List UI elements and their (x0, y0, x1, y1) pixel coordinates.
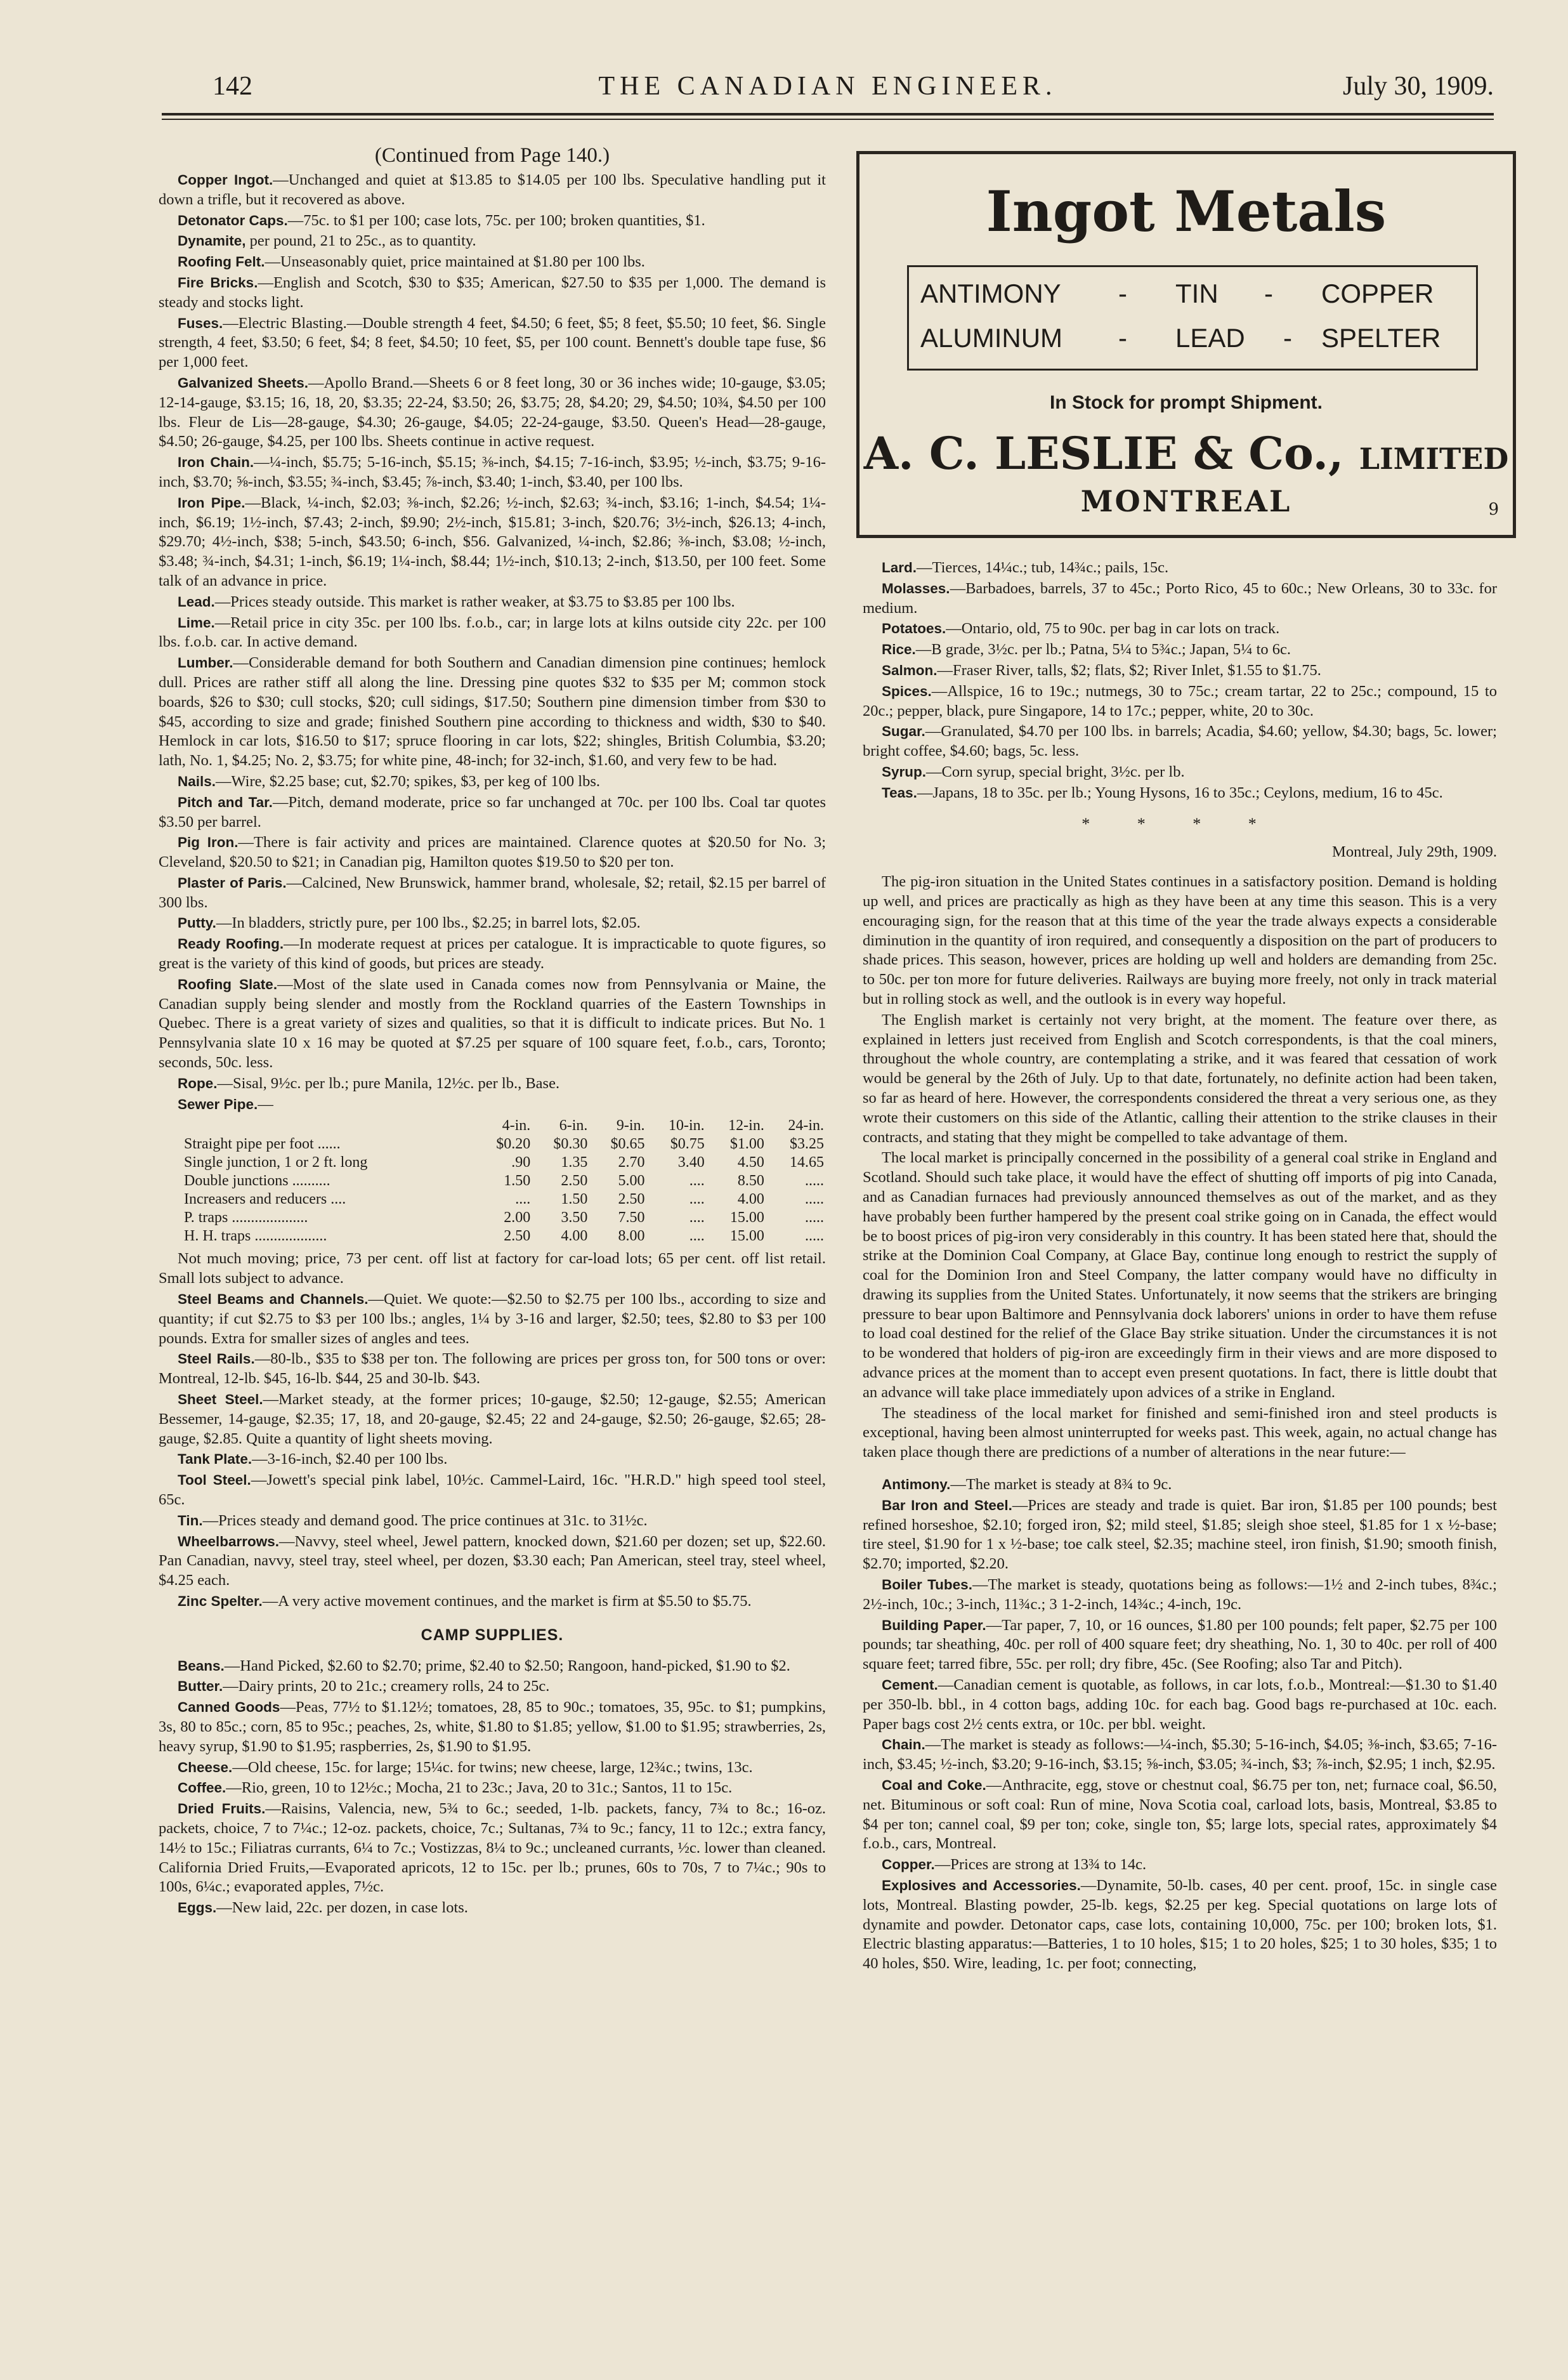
metal-name: COPPER (1321, 279, 1434, 308)
continued-note: (Continued from Page 140.) (374, 144, 610, 167)
entry-text: —Hand Picked, $2.60 to $2.70; prime, $2.40 to $2.50; Rangoon, hand-picked, $1.90 to $2. (224, 1657, 790, 1674)
entry-heading: Zinc Spelter. (178, 1593, 263, 1609)
table-cell: $0.20 (496, 1136, 531, 1153)
price-entry (159, 833, 826, 872)
entry-text: —Prices are steady and trade is quiet. Bar iron, $1.85 per 100 pounds; best refined horseshoe, $2.10; forged iron, $2; mild steel, $1.85; sleigh shoe steel, $1.85 for 1 x ½-base; tire steel, $1.90 for 1 x ½-base; toe calk steel, $2.35; machine steel, iron finish, $1.90; smooth finish, $2.70; imported, $2.20. (863, 1496, 1497, 1573)
price-entry (863, 1676, 1497, 1734)
header-rule-thin (162, 119, 1494, 120)
entry-heading: Syrup. (882, 763, 927, 780)
entry-text: —80-lb., $35 to $38 per ton. The following are prices per gross ton, for 500 tons or over: Montreal, 12-lb. $45, 16-lb. $44, 25 and 30-lb. $43. (159, 1350, 826, 1388)
price-entry (159, 614, 826, 653)
price-entry (863, 1855, 1497, 1875)
ad-number: 9 (1488, 500, 1499, 519)
entry-text: —Raisins, Valencia, new, 5¾ to 6c.; seeded, 1-lb. packets, fancy, 7¾ to 8c.; 16-oz. packets, choice, 7 to 7¼c.; 12-oz. packets, choice, 7c.; Sultanas, 7¾ to 9c.; fancy, 11 to 12c.; extra fancy, 14½ to 15c.; Filiatras currants, 6¼ to 7c.; Vostizzas, 8¼ to 9c.; uncleaned currants, ½c. lower than cleaned. California Dried Fruits,—Evaporated apricots, 12 to 15c. per lb.; prunes, 60s to 70s, 7 to 7¼c.; 90s to 100s, 6¼c.; evaporated apples, 7½c. (159, 1800, 826, 1896)
table-cell: .... (689, 1209, 705, 1226)
table-cell: 8.00 (618, 1228, 645, 1245)
price-entry (159, 1074, 826, 1094)
entry-heading: Roofing Felt. (178, 254, 265, 270)
entry-text: —B grade, 3½c. per lb.; Patna, 5¼ to 5¾c.; Japan, 5¼ to 6c. (915, 641, 1291, 659)
entry-text: —Rio, green, 10 to 12½c.; Mocha, 21 to 23c.; Java, 20 to 31c.; Santos, 11 to 15c. (226, 1779, 733, 1797)
entry-text: —Prices steady outside. This market is rather weaker, at $3.75 to $3.85 per 100 lbs. (214, 593, 735, 610)
section-separator: * * * * (1081, 814, 1278, 833)
journal-title: THE CANADIAN ENGINEER. (598, 72, 1057, 101)
table-cell: 2.50 (618, 1191, 645, 1208)
entry-text: —Unseasonably quiet, price maintained at $1.80 per 100 lbs. (265, 253, 645, 271)
price-entry (159, 874, 826, 913)
table-cell: 2.70 (618, 1154, 645, 1171)
entry-text: per pound, 21 to 25c., as to quantity. (245, 232, 476, 250)
price-entry (863, 1776, 1497, 1854)
price-entry (159, 211, 826, 231)
entry-heading: Bar Iron and Steel. (882, 1497, 1012, 1513)
ingot-metals-advertisement (856, 151, 1516, 538)
metal-name: ALUMINUM (920, 323, 1063, 353)
report-paragraph: The steadiness of the local market for finished and semi-finished iron and steel products is exceptional, having been almost uninterrupted for weeks past. This week, again, no actual change has taken place though there are predictions of a number of alterations in the near future:— (863, 1404, 1497, 1461)
price-entry (159, 772, 826, 792)
entry-text: —Japans, 18 to 35c. per lb.; Young Hysons, 16 to 35c.; Ceylons, medium, 16 to 45c. (917, 784, 1443, 801)
entry-text: —Old cheese, 15c. for large; 15¼c. for twins; new cheese, large, 12¾c.; twins, 13c. (232, 1758, 753, 1776)
table-cell: 1.50 (561, 1191, 588, 1208)
entry-text: —Considerable demand for both Southern and Canadian dimension pine continues; hemlock dull. Prices are rather stiff all along the line. Dressing pine quotes $32 to $35 per M; common stock boards, $26 to $30; cull stocks, $20; cull sidings, $17.50; Southern pine dimension timber from $30 to $45, according to size and grade; finished Southern pine according to thickness and width, $30 to $40. Hemlock in car lots, $16.50 to $17; spruce flooring in car lots, $22; shingles, British Columbia, $3.20; lath, No. 1, $4.25; No. 2, $3.75; for white pine, 48-inch; for 32-inch, $1.60, and very few to be had. (159, 654, 826, 770)
camp-supplies-entries-continued (863, 558, 1497, 803)
price-entry (159, 975, 826, 1073)
dateline: Montreal, July 29th, 1909. (1332, 843, 1497, 861)
entry-heading: Lumber. (178, 655, 233, 671)
metal-name: TIN (1175, 279, 1218, 308)
price-entry (159, 1511, 826, 1531)
entry-heading: Explosives and Accessories. (882, 1877, 1081, 1893)
column-header: 9-in. (616, 1117, 645, 1134)
entry-text: —Prices steady and demand good. The price continues at 31c. to 31½c. (202, 1511, 648, 1529)
ad-firm-name (859, 427, 1513, 480)
price-entry (159, 593, 826, 612)
entry-text: —Canadian cement is quotable, as follows, in car lots, f.o.b., Montreal:—$1.30 to $1.40 per 350-lb. bbl., in 4 cotton bags, adding 10c. for each bag. Good bags re-purchased at 10c. each. Paper bags cost 2½ cents extra, or 10c. per bbl. weight. (863, 1676, 1497, 1733)
price-entry (863, 661, 1497, 681)
entry-heading: Tin. (178, 1512, 203, 1529)
price-entry (863, 1876, 1497, 1974)
column-header: 24-in. (788, 1117, 824, 1134)
price-entry (159, 1657, 826, 1676)
montreal-market-entries (863, 1475, 1497, 1974)
entry-text: —Market steady, at the former prices; 10-gauge, $2.50; 12-gauge, $2.55; American Bessemer, 14-gauge, $2.35; 17, 18, and 20-gauge, $2.45; 22 and 24-gauge, $2.50; 26-gauge, $2.65; 28-gauge, $2.85. Quite a quantity of light sheets moving. (159, 1391, 826, 1447)
entry-heading: Coal and Coke. (882, 1777, 986, 1794)
entry-heading: Dried Fruits. (178, 1801, 266, 1817)
camp-supplies-entries (159, 1657, 826, 1918)
entry-text: —Tar paper, 7, 10, or 16 ounces, $1.80 per 100 pounds; felt paper, $2.75 per 100 pounds; tar sheathing, 40c. per roll of 400 square feet; dry sheathing, No. 1, 30 to 40c. per roll of 400 square feet; tarred fibre, 55c. per roll; dry fibre, 45c. (See Roofing; also Tar and Pitch). (863, 1616, 1497, 1673)
price-entry (159, 494, 826, 591)
entry-text: —New laid, 22c. per dozen, in case lots. (216, 1899, 468, 1917)
ad-headline: Ingot Metals (986, 178, 1387, 244)
price-entry (159, 1799, 826, 1897)
price-entry (159, 273, 826, 313)
ad-stock-line: In Stock for prompt Shipment. (1049, 392, 1323, 413)
price-entry (863, 579, 1497, 619)
table-cell: 4.00 (561, 1228, 588, 1245)
entry-heading: Sheet Steel. (178, 1391, 263, 1408)
table-cell: 4.50 (737, 1154, 764, 1171)
entry-heading: Roofing Slate. (178, 976, 278, 992)
sewer-pipe-table (159, 1117, 826, 1246)
entry-text: —Electric Blasting.—Double strength 4 feet, $4.50; 6 feet, $5; 8 feet, $5.50; 10 feet, $6. Single strength, 4 feet, $3.50; 6 feet, $4; 8 feet, $4.50; 10 feet, $5, per 100 count. Bennett's double tape fuse, $6 per 1,000 feet. (159, 314, 826, 371)
entry-text: —Wire, $2.25 base; cut, $2.70; spikes, $3, per keg of 100 lbs. (216, 772, 600, 790)
table-row (159, 1172, 826, 1190)
entry-heading: Plaster of Paris. (178, 874, 287, 891)
table-cell: ..... (805, 1209, 824, 1226)
report-paragraph: The English market is certainly not very bright, at the moment. The feature over there, as explained in letters just received from English and Scotch correspondents, is that the coal miners, throughout the whole country, are contemplating a strike, and it was feared that cessation of work would be general by the 26th of July. Up to that date, fortunately, no definite action had been taken, so far as heard of here. However, the correspondents considered the threat a very serious one, as they wrote their customers on this side of the Atlantic, calling their attention to the strike clauses in their contracts, and stating that they might be compelled to take advantage of them. (863, 1011, 1497, 1146)
table-row (159, 1135, 826, 1154)
price-entry (863, 722, 1497, 761)
table-cell: $0.65 (610, 1136, 645, 1153)
entry-heading: Detonator Caps. (178, 212, 288, 228)
entry-text: —Anthracite, egg, stove or chestnut coal, $6.75 per ton, net; furnace coal, $6.50, net. Bituminous or soft coal: Run of mine, Nova Scotia coal, carload lots, basis, Montreal, $3.85 to $4 per ton; cannel coal, $9 per ton; coke, single ton, $5; large lots, special rates, approximately $4 f.o.b., cars, Montreal. (863, 1777, 1497, 1853)
entry-heading: Coffee. (178, 1780, 226, 1796)
entry-text: —Quiet. We quote:—$2.50 to $2.75 per 100 lbs., according to size and quantity; if cut $2.75 to $3 per 100 lbs.; angles, 1¼ by 3-16 and larger, $2.50; tees, $2.80 to $3 per 100 pounds. Extra for smaller sizes of angles and tees. (159, 1291, 826, 1347)
price-entry (863, 1475, 1497, 1495)
price-entry (159, 1758, 826, 1778)
price-entry (159, 793, 826, 832)
entry-heading: Copper Ingot. (178, 172, 273, 188)
table-cell: ..... (805, 1191, 824, 1208)
price-entry (159, 1532, 826, 1591)
row-label: P. traps .................... (184, 1209, 308, 1226)
entry-heading: Teas. (882, 784, 917, 801)
entry-heading: Sewer Pipe. (178, 1096, 258, 1112)
price-entry (159, 1592, 826, 1612)
price-entry (863, 763, 1497, 782)
table-cell: .90 (511, 1154, 531, 1171)
price-entry (159, 1390, 826, 1449)
table-cell: 4.00 (737, 1191, 764, 1208)
column-header: 10-in. (669, 1117, 705, 1134)
firm-suffix: LIMITED (1359, 442, 1509, 476)
firm-name: A. C. LESLIE & Co., (863, 427, 1344, 480)
metal-dash: - (1118, 323, 1127, 353)
entry-heading: Iron Chain. (178, 454, 254, 471)
table-cell: 1.35 (561, 1154, 588, 1171)
table-cell: 2.00 (504, 1209, 531, 1226)
price-entry (863, 1616, 1497, 1674)
price-entry (863, 640, 1497, 660)
entry-heading: Pitch and Tar. (178, 794, 273, 810)
price-entry (159, 914, 826, 933)
entry-heading: Copper. (882, 1857, 935, 1873)
metal-dash: - (1264, 279, 1273, 308)
price-entry (159, 232, 826, 251)
entry-heading: Rope. (178, 1075, 218, 1091)
entry-heading: Boiler Tubes. (882, 1577, 972, 1593)
price-entry (159, 453, 826, 492)
entry-heading: Molasses. (882, 580, 950, 596)
entry-text: —A very active movement continues, and the market is firm at $5.50 to $5.75. (262, 1593, 752, 1610)
price-entry (863, 784, 1497, 803)
table-cell: 5.00 (618, 1173, 645, 1190)
entry-heading: Lime. (178, 614, 215, 631)
entry-heading: Nails. (178, 773, 216, 789)
entry-heading: Iron Pipe. (178, 494, 245, 511)
entry-heading: Butter. (178, 1678, 223, 1695)
entry-heading: Galvanized Sheets. (178, 374, 309, 391)
price-entry (863, 1575, 1497, 1615)
entry-text: —The market is steady as follows:—¼-inch, $5.30; 5-16-inch, $4.05; ⅜-inch, $3.65; 7-16-inch, $3.45; ½-inch, $3.20; 9-16-inch, $3.15; ⅝-inch, $3.05; ¾-inch, $3; ⅞-inch, $2.95; 1 inch, $2.95. (863, 1736, 1497, 1773)
table-cell: .... (689, 1228, 705, 1245)
price-entry (159, 374, 826, 452)
entry-text: —Retail price in city 35c. per 100 lbs. f.o.b., car; in large lots at kilns outside city 22c. per 100 lbs. f.o.b. car. In active demand. (159, 614, 826, 651)
entry-heading: Beans. (178, 1657, 225, 1674)
price-entry (159, 1450, 826, 1469)
market-entries (159, 171, 826, 1114)
entry-text: —Corn syrup, special bright, 3½c. per lb. (926, 763, 1185, 780)
report-paragraph: The pig-iron situation in the United States continues in a satisfactory position. Demand is holding up well, and prices are practically as high as they have been at any time this season. This is a very encouraging sign, for the reason that at this time of the year the trade always expects a considerable diminution in the quantity of iron required, and consequently a disposition on the part of producers to shade prices. This season, however, prices are holding up well and holders are demanding from 25c. to 50c. per ton more for future deliveries. Railways are buying more freely, not only in track material but in rolling stock as well, and the outlook is in every way hopeful. (863, 873, 1497, 1008)
metal-name: LEAD (1175, 323, 1245, 353)
entry-text: —Unchanged and quiet at $13.85 to $14.05 per 100 lbs. Speculative handling put it down a trifle, but it recovered as above. (159, 171, 826, 208)
entry-text: —Apollo Brand.—Sheets 6 or 8 feet long, 30 or 36 inches wide; 10-gauge, $3.05; 12-14-gauge, $3.15; 16, 18, 20, $3.35; 22-24, $3.50; 26, $3.75; 28, $4.20; 29, $4.50; 10¾, $4.50 per 100 lbs. Fleur de Lis—28-gauge, $4.30; 26-gauge, $4.05; 22-24-gauge, $3.50. Queen's Head—28-gauge, $4.50; 26-gauge, $4.25, per 100 lbs. Sheets continue in active request. (159, 374, 826, 450)
entry-heading: Ready Roofing. (178, 936, 284, 952)
metal-name: SPELTER (1321, 323, 1441, 353)
price-entry (159, 1095, 826, 1115)
metal-dash: - (1118, 279, 1127, 308)
entry-text: —The market is steady, quotations being as follows:—1½ and 2-inch tubes, 8¾c.; 2½-inch, 10c.; 3-inch, 11¾c.; 3 1-2-inch, 14¾c.; 4-inch, 19c. (863, 1576, 1497, 1613)
entry-text: —Navvy, steel wheel, Jewel pattern, knocked down, $21.60 per dozen; set up, $22.60. Pan Canadian, navvy, steel tray, steel wheel, per dozen, $3.30 each; Pan American, steel tray, steel wheel, $4.25 each. (159, 1532, 826, 1589)
right-column (863, 558, 1497, 1975)
table-cell: 2.50 (504, 1228, 531, 1245)
entry-text: —Dairy prints, 20 to 21c.; creamery rolls, 24 to 25c. (223, 1678, 550, 1695)
entry-text: —Allspice, 16 to 19c.; nutmegs, 30 to 75c.; cream tartar, 22 to 25c.; compound, 15 to 20c.; pepper, black, pure Singapore, 14 to 17c.; pepper, white, 20 to 30c. (863, 682, 1497, 720)
price-entry (863, 1496, 1497, 1574)
ad-metals-box (907, 265, 1478, 371)
entry-heading: Salmon. (882, 662, 938, 678)
entry-heading: Building Paper. (882, 1617, 986, 1633)
entry-heading: Tool Steel. (178, 1472, 251, 1489)
entry-heading: Tank Plate. (178, 1451, 252, 1468)
entry-text: —Granulated, $4.70 per 100 lbs. in barrels; Acadia, $4.60; yellow, $4.30; bags, 5c. lower; bright coffee, $4.60; bags, 5c. less. (863, 723, 1497, 760)
entry-heading: Sugar. (882, 723, 925, 740)
entry-text: —Sisal, 9½c. per lb.; pure Manila, 12½c. per lb., Base. (217, 1074, 560, 1092)
entry-text: —The market is steady at 8¾ to 9c. (950, 1476, 1172, 1494)
entry-heading: Putty. (178, 915, 216, 931)
price-entry (159, 1471, 826, 1510)
page-number: 142 (212, 72, 252, 101)
entry-text: Not much moving; price, 73 per cent. off list at factory for car-load lots; 65 per cent. off list retail. Small lots subject to advance. (159, 1250, 826, 1287)
table-cell: 1.50 (504, 1173, 531, 1190)
price-entry (159, 1898, 826, 1918)
row-label: Straight pipe per foot ...... (184, 1136, 341, 1153)
entry-text: —Prices are strong at 13¾ to 14c. (934, 1856, 1147, 1874)
table-row (159, 1154, 826, 1172)
price-entry (159, 1350, 826, 1389)
entry-heading: Spices. (882, 683, 932, 699)
entry-text: —Black, ¼-inch, $2.03; ⅜-inch, $2.26; ½-inch, $2.63; ¾-inch, $3.16; 1-inch, $4.54; 1¼-inch, $6.19; 1½-inch, $7.43; 2-inch, $9.90; 2½-inch, $15.81; 3-inch, $20.76; 3½-inch, $26.13; 4-inch, $29.70; 4½-inch, $38; 5-inch, $43.50; 6-inch, $56. Galvanized, ¼-inch, $2.86; ⅜-inch, $3.08; ½-inch, $3.48; ¾-inch, $4.31; 1-inch, $6.19; 1¼-inch, $8.44; 1½-inch, $10.13; 2-inch, $13.50, per 100 feet. Some talk of an advance in price. (159, 494, 826, 589)
header-rule (162, 113, 1494, 115)
entry-heading: Steel Rails. (178, 1351, 255, 1367)
table-cell: 2.50 (561, 1173, 588, 1190)
table-cell: $0.30 (553, 1136, 588, 1153)
price-entry (159, 1290, 826, 1348)
entry-heading: Cheese. (178, 1759, 233, 1775)
price-entry (863, 558, 1497, 578)
market-entries-continued (159, 1249, 826, 1611)
entry-heading: Pig Iron. (178, 834, 238, 851)
entry-text: —Peas, 77½ to $1.12½; tomatoes, 28, 85 to 90c.; tomatoes, 35, 95c. to $1; pumpkins, 3s, 80 to 85c.; corn, 85 to 95c.; peaches, 2s, white, $1.80 to $1.85; yellow, $1.00 to $1.95; strawberries, 2s, heavy syrup, $1.90 to $1.95; raspberries, 2s, $1.90 to $1.95. (159, 1699, 826, 1755)
table-row (159, 1227, 826, 1246)
left-column (159, 143, 826, 1919)
table-cell: .... (689, 1191, 705, 1208)
table-cell: .... (515, 1191, 531, 1208)
table-row (159, 1209, 826, 1227)
column-header: 6-in. (559, 1117, 588, 1134)
entry-heading: Wheelbarrows. (178, 1533, 280, 1549)
price-entry (159, 1249, 826, 1289)
entry-heading: Potatoes. (882, 621, 946, 637)
metal-name: ANTIMONY (920, 279, 1061, 308)
row-label: H. H. traps ................... (184, 1228, 327, 1245)
entry-text: —Pitch, demand moderate, price so far unchanged at 70c. per 100 lbs. Coal tar quotes $3.50 per barrel. (159, 793, 826, 831)
entry-text: —Calcined, New Brunswick, hammer brand, wholesale, $2; retail, $2.15 per barrel of 300 lbs. (159, 874, 826, 911)
page-header (162, 63, 1494, 108)
table-cell: ..... (805, 1173, 824, 1190)
row-label: Double junctions .......... (184, 1173, 330, 1190)
entry-text: —¼-inch, $5.75; 5-16-inch, $5.15; ⅜-inch, $4.15; 7-16-inch, $3.95; ½-inch, $3.75; 9-16-inch, $3.70; ⅝-inch, $3.55; ¾-inch, $3.45; ⅞-inch, $3.40; 1-inch, $3.40, per 100 lbs. (159, 454, 826, 490)
price-entry (159, 314, 826, 372)
entry-heading: Dynamite, (178, 233, 246, 249)
row-label: Increasers and reducers .... (184, 1191, 346, 1208)
entry-heading: Rice. (882, 641, 916, 658)
table-cell: 14.65 (790, 1154, 824, 1171)
entry-text: —Most of the slate used in Canada comes now from Pennsylvania or Maine, the Canadian supply being slender and mostly from the Rockland quarries of the Eastern Townships in Quebec. There is a great variety of sizes and qualities, so that it is difficult to indicate prices. But No. 1 Pennsylvania slate 10 x 16 may be quoted at $7.25 per square of 100 square feet, f.o.b., cars, Toronto; seconds, 50c. less. (159, 975, 826, 1072)
metal-dash: - (1283, 323, 1292, 353)
entry-heading: Fuses. (178, 315, 223, 331)
price-entry (863, 619, 1497, 639)
entry-text: —There is fair activity and prices are maintained. Clarence quotes at $20.50 for No. 3; Cleveland, $20.50 to $21; in Canadian pig, Hamilton quotes $19.50 to $20 per ton. (159, 834, 826, 871)
price-entry (159, 1677, 826, 1697)
column-header: 4-in. (502, 1117, 531, 1134)
entry-heading: Lard. (882, 560, 917, 575)
table-cell: $3.25 (790, 1136, 824, 1153)
report-paragraph: The local market is principally concerned in the possibility of a general coal strike in England and Scotland. Should such take place, it would have the effect of shutting off imports of pig into Canada, and as Canadian furnaces had previously announced themselves as out of the market, and as they have probably been further hampered by the present coal strike going on in Canada, the effect would be to boost prices of pig-iron very considerably in this country. It has been stated here that, should the strike at the Dominion Coal Company, at Glace Bay, continue long enough to restrict the supply of coal for the Dominion Iron and Steel Company, the latter company would have no difficulty in drawing its supplies from the United States. Unfortunately, it now seems that the strikers are bringing pressure to bear upon Baltimore and Pennsylvania dock laborers' unions in order to have them refuse to load coal destined for the relief of the Glace Bay strike situation. Under the circumstances it is not to be wondered that holders of pig-iron are exceedingly firm in their views and are more disposed to advance prices at the moment than to accept even present quotations. In fact, there is little doubt that an advance will take place immediately upon advices of a strike in England. (863, 1149, 1497, 1401)
table-row (159, 1190, 826, 1209)
entry-text: —Jowett's special pink label, 10½c. Cammel-Laird, 16c. "H.R.D." high speed tool steel, 65c. (159, 1471, 826, 1509)
entry-text: —Dynamite, 50-lb. cases, 40 per cent. proof, 15c. in single case lots, Montreal. Blasting powder, 25-lb. kegs, $2.25 per keg. Special quotations on large lots of dynamite and powder. Detonator caps, case lots, containing 10,000, 75c. per 100; broken lots, $1. Electric blasting apparatus:—Batteries, 1 to 10 holes, $15; 1 to 20 holes, $25; 1 to 30 holes, $35; 1 to 40 holes, $50. Wire, leading, 1c. per foot; connecting, (863, 1877, 1497, 1973)
table-cell: .... (689, 1173, 705, 1190)
price-entry (159, 253, 826, 272)
market-report (863, 872, 1497, 1463)
table-cell: 3.50 (561, 1209, 588, 1226)
price-entry (159, 935, 826, 974)
price-entry (863, 1735, 1497, 1775)
table-cell: 7.50 (618, 1209, 645, 1226)
table-cell: 8.50 (737, 1173, 764, 1190)
entry-text: —Tierces, 14¼c.; tub, 14¾c.; pails, 15c. (917, 559, 1169, 576)
issue-date: July 30, 1909. (1342, 72, 1494, 101)
entry-heading: Antimony. (882, 1476, 951, 1493)
entry-text: —3-16-inch, $2.40 per 100 lbs. (252, 1450, 448, 1468)
entry-heading: Cement. (882, 1677, 938, 1693)
entry-text: —In bladders, strictly pure, per 100 lbs., $2.25; in barrel lots, $2.05. (216, 914, 641, 932)
table-cell: ..... (805, 1228, 824, 1245)
price-entry (159, 1698, 826, 1756)
entry-text: —75c. to $1 per 100; case lots, 75c. per 100; broken quantities, $1. (287, 211, 705, 229)
entry-heading: Chain. (882, 1737, 925, 1753)
entry-heading: Fire Bricks. (178, 274, 258, 291)
table-cell: 15.00 (729, 1228, 764, 1245)
entry-text: —English and Scotch, $30 to $35; American, $27.50 to $35 per 1,000. The demand is steady and stocks light. (159, 273, 826, 311)
entry-text: — (258, 1095, 273, 1113)
price-entry (159, 1778, 826, 1798)
entry-text: —In moderate request at prices per catalogue. It is impracticable to quote figures, so great is the variety of this kind of goods, but prices are steady. (159, 935, 826, 973)
ad-city: MONTREAL (1080, 484, 1292, 518)
price-entry (159, 654, 826, 771)
entry-heading: Eggs. (178, 1900, 217, 1916)
table-cell: $0.75 (670, 1136, 705, 1153)
entry-text: —Barbadoes, barrels, 37 to 45c.; Porto Rico, 45 to 60c.; New Orleans, 30 to 33c. for medium. (863, 579, 1497, 617)
entry-text: —Ontario, old, 75 to 90c. per bag in car lots on track. (946, 620, 1280, 638)
table-cell: $1.00 (729, 1136, 764, 1153)
entry-heading: Lead. (178, 593, 215, 610)
table-cell: 15.00 (729, 1209, 764, 1226)
row-label: Single junction, 1 or 2 ft. long (184, 1154, 368, 1171)
camp-supplies-heading: CAMP SUPPLIES. (421, 1626, 564, 1644)
entry-heading: Steel Beams and Channels. (178, 1291, 369, 1308)
column-header: 12-in. (728, 1117, 764, 1134)
entry-heading: Canned Goods (178, 1699, 280, 1716)
table-cell: 3.40 (677, 1154, 705, 1171)
price-entry (159, 171, 826, 210)
price-entry (863, 682, 1497, 721)
entry-text: —Fraser River, talls, $2; flats, $2; River Inlet, $1.55 to $1.75. (937, 661, 1321, 679)
